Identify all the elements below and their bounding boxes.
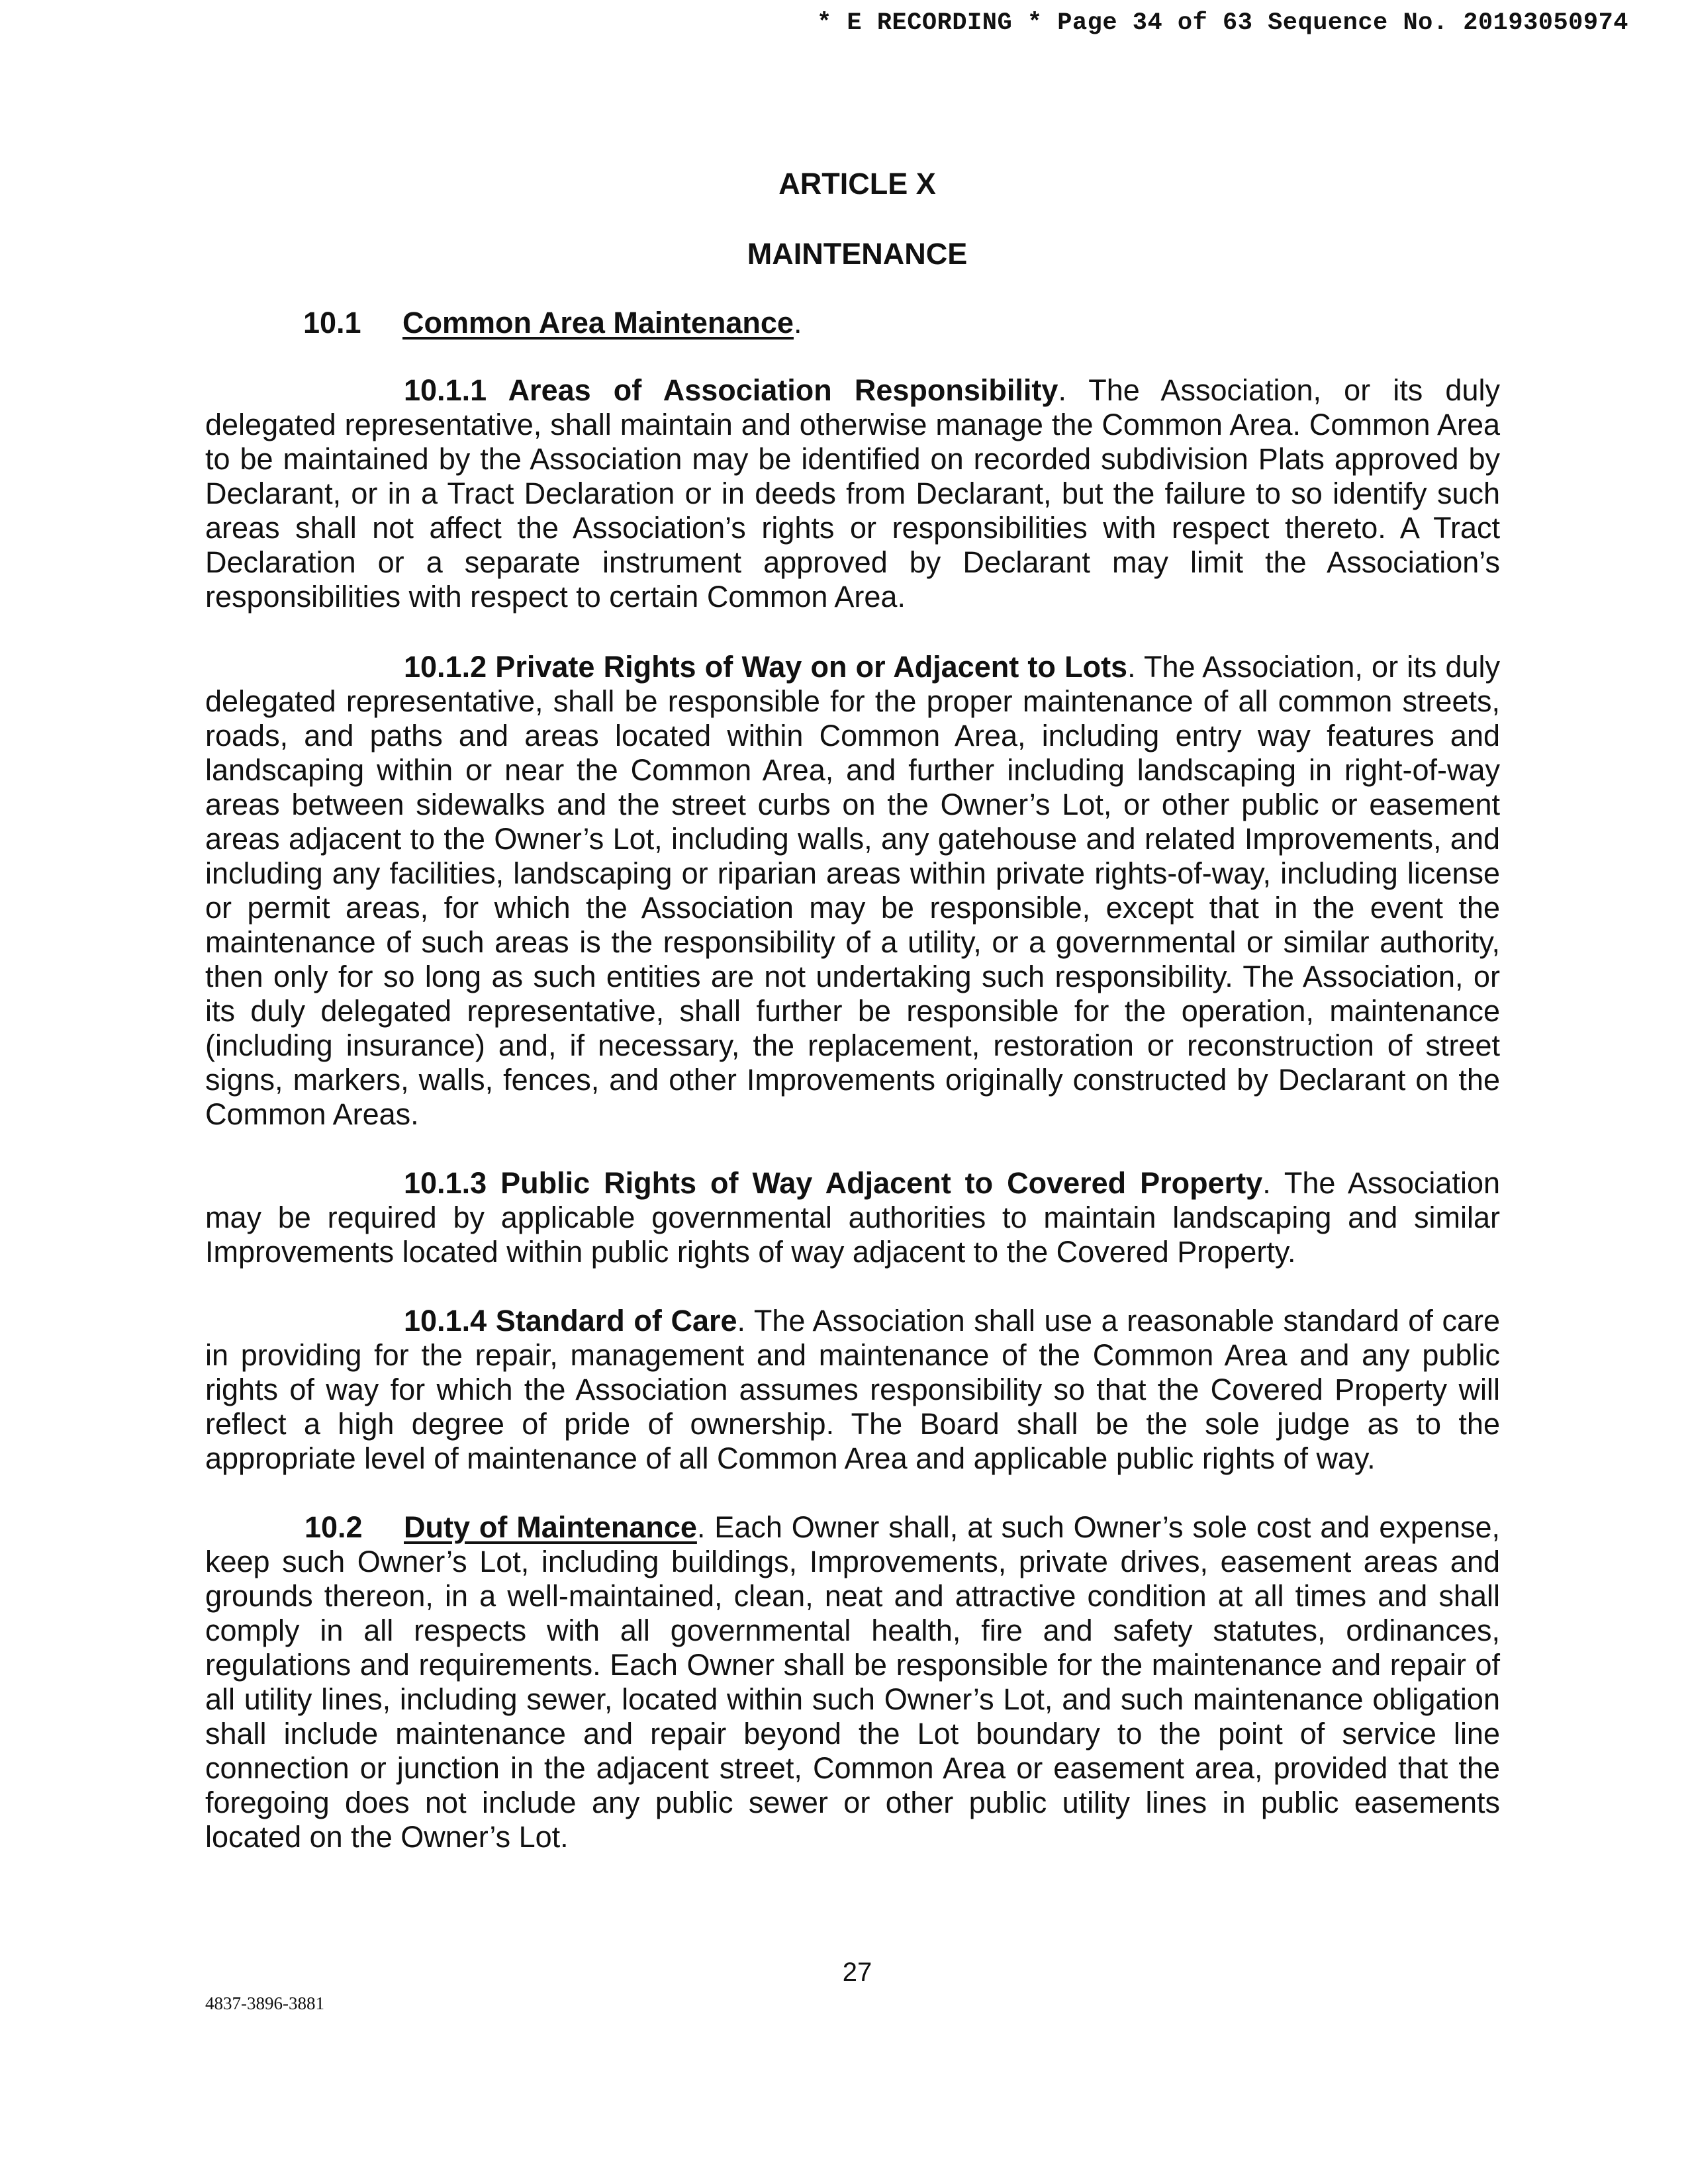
section-title: Common Area Maintenance [402,306,794,340]
page-number: 27 [842,1958,872,1987]
paragraph-10-2 [205,1510,1500,1854]
paragraph-lead [305,1510,697,1544]
paragraph-10-1-2 [205,650,1500,1132]
paragraph-lead: 10.1.1 Areas of Association Responsibility [404,373,1058,407]
paragraph-body: . The Association shall use a reasonable standard of care in providing for the repair, management and maintenance of the Common Area and any public rights of way for which the Association assumes responsibility so that the Covered Property will reflect a high degree of pride of ownership. The Board shall be the sole judge as to the appropriate level of maintenance of all Common Area and applicable public rights of way. [205,1304,1500,1475]
section-number: 10.2 [305,1510,363,1544]
paragraph-10-1-1 [205,373,1500,614]
article-title: ARTICLE X [778,167,936,201]
paragraph-lead: 10.1.4 Standard of Care [404,1304,737,1338]
article-subtitle: MAINTENANCE [747,237,968,271]
paragraph-body: . The Association may be required by applicable governmental authorities to maintain landscaping and similar Improvements located within public rights of way adjacent to the Covered Property. [205,1166,1500,1269]
document-id: 4837-3896-3881 [205,1993,324,2013]
paragraph-10-1-3 [205,1166,1500,1269]
section-punct: . [793,306,802,340]
section-title: Duty of Maintenance [404,1510,697,1544]
paragraph-body: . Each Owner shall, at such Owner’s sole cost and expense, keep such Owner’s Lot, including buildings, Improvements, private drives, easement areas and grounds thereon, in a well-maintained, clean, neat and attractive condition at all times and shall comply in all respects with all governmental health, fire and safety statutes, ordinances, regulations and requirements. Each Owner shall be responsible for the maintenance and repair of all utility lines, including sewer, located within such Owner’s Lot, and such maintenance obligation shall include maintenance and repair beyond the Lot boundary to the point of service line connection or junction in the adjacent street, Common Area or easement area, provided that the foregoing does not include any public sewer or other public utility lines in public easements located on the Owner’s Lot. [205,1510,1501,1854]
section-heading-10-1 [303,306,802,340]
paragraph-10-1-4 [205,1304,1500,1476]
paragraph-body: . The Association, or its duly delegated representative, shall be responsible for the proper maintenance of all common streets, roads, and paths and areas located within Common Area, including entry way features and landscaping within or near the Common Area, and further including landscaping in right-of-way areas between sidewalks and the street curbs on the Owner’s Lot, or other public or easement areas adjacent to the Owner’s Lot, including walls, any gatehouse and related Improvements, and including any facilities, landscaping or riparian areas within private rights-of-way, including license or permit areas, for which the Association may be responsible, except that in the event the maintenance of such areas is the responsibility of a utility, or a governmental or similar authority, then only for so long as such entities are not undertaking such responsibility. The Association, or its duly delegated representative, shall further be responsible for the operation, maintenance (including insurance) and, if necessary, the replacement, restoration or reconstruction of street signs, markers, walls, fences, and other Improvements originally constructed by Declarant on the Common Areas. [205,650,1500,1131]
recording-header: * E RECORDING * Page 34 of 63 Sequence No. 20193050974 [817,9,1628,37]
paragraph-body: . The Association, or its duly delegated representative, shall maintain and otherwise manage the Common Area. Common Area to be maintained by the Association may be identified on recorded subdivision Plats approved by Declarant, or in a Tract Declaration or in deeds from Declarant, but the failure to so identify such areas shall not affect the Association’s rights or responsibilities with respect thereto. A Tract Declaration or a separate instrument approved by Declarant may limit the Association’s responsibilities with respect to certain Common Area. [205,373,1500,614]
section-number: 10.1 [303,306,361,340]
paragraph-lead: 10.1.2 Private Rights of Way on or Adjacent to Lots [404,650,1128,684]
paragraph-lead: 10.1.3 Public Rights of Way Adjacent to Covered Property [404,1166,1263,1200]
